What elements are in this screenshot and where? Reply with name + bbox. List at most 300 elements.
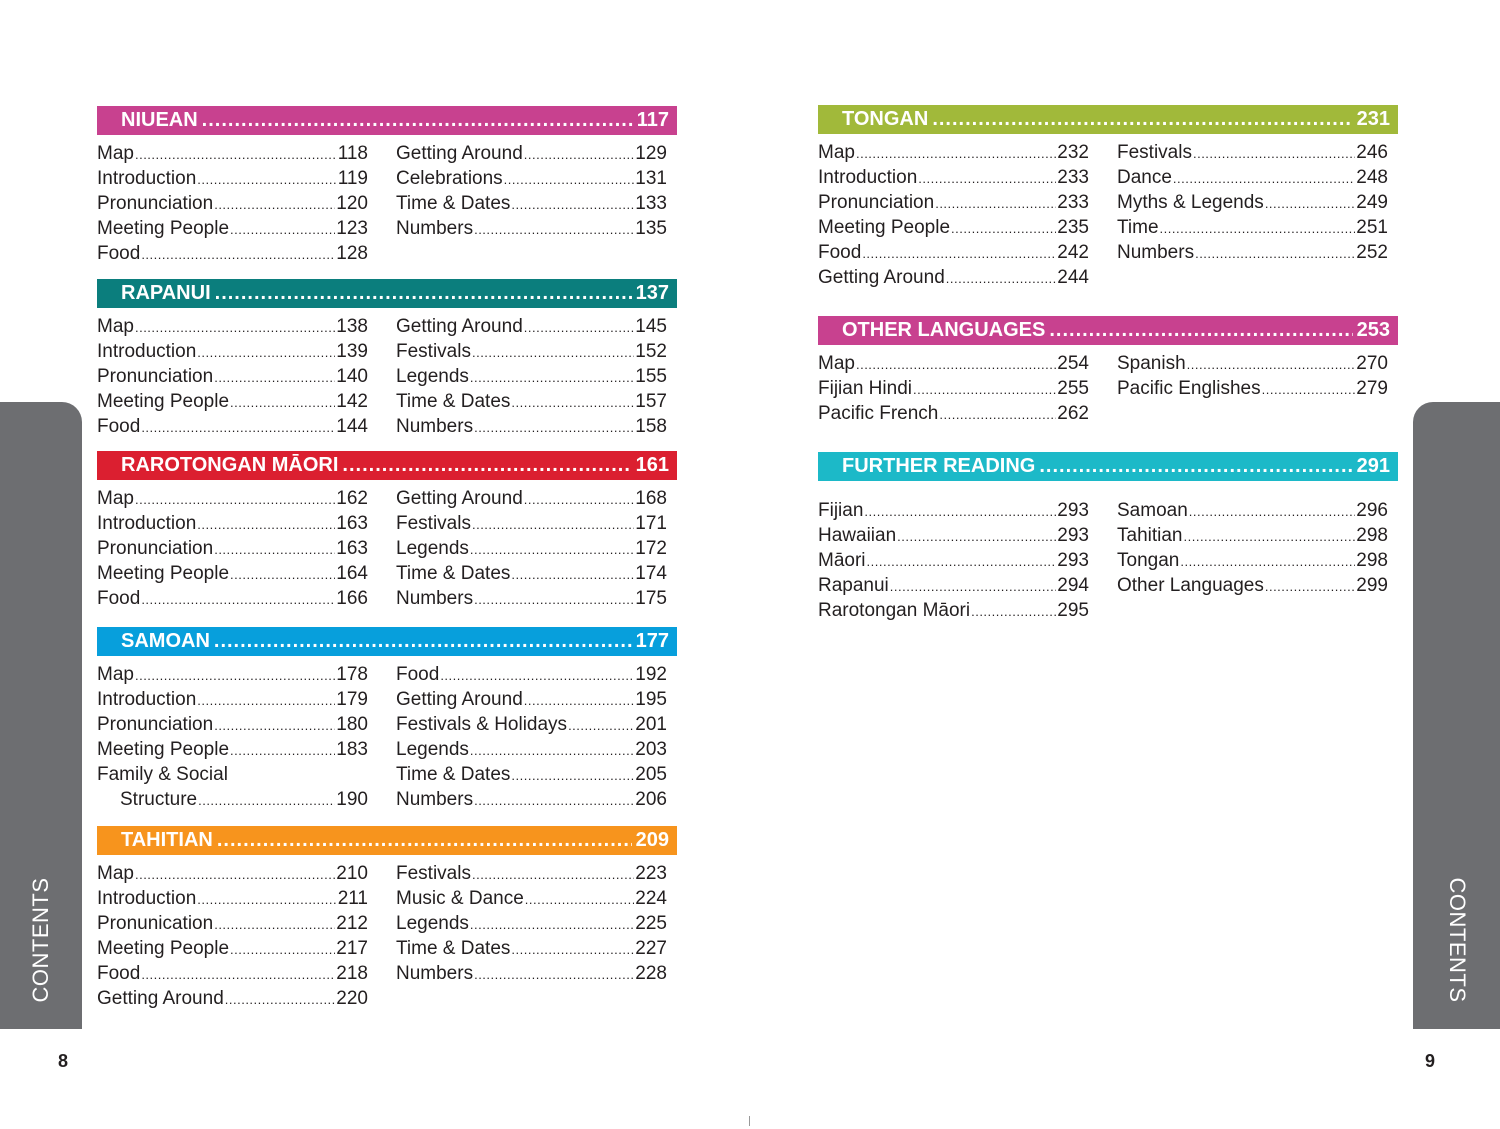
entry-page-number: 168: [635, 488, 667, 509]
section-header[interactable]: [97, 106, 677, 135]
toc-entry[interactable]: [396, 961, 667, 986]
entry-page-number: 254: [1057, 353, 1089, 374]
section-tahitian: [97, 826, 677, 1011]
toc-entry[interactable]: [97, 389, 368, 414]
entry-label: Pronunciation: [818, 192, 935, 213]
entry-label: Māori: [818, 550, 866, 571]
entry-page-number: 158: [635, 416, 667, 437]
entry-page-number: 144: [336, 416, 368, 437]
dot-leader: [1195, 241, 1355, 265]
section-page-number: 117: [636, 109, 669, 131]
tab-label: CONTENTS: [28, 877, 53, 1003]
entry-page-number: 118: [337, 143, 368, 164]
entry-label: Family & Social: [97, 764, 228, 785]
entry-column-1: [818, 498, 1089, 623]
entry-label: Map: [97, 316, 134, 337]
entry-label: Introduction: [97, 689, 197, 710]
dot-leader: [230, 390, 335, 414]
entry-label: Food: [97, 416, 141, 437]
entry-page-number: 298: [1356, 550, 1388, 571]
toc-entry[interactable]: [1117, 523, 1388, 548]
entry-label: Rapanui: [818, 575, 889, 596]
dot-leader: [1265, 191, 1355, 215]
dot-leader: [856, 352, 1056, 376]
entry-page-number: 192: [635, 664, 667, 685]
toc-entry[interactable]: [396, 389, 667, 414]
entry-page-number: 242: [1057, 242, 1089, 263]
toc-entry[interactable]: [396, 414, 667, 439]
toc-entry[interactable]: [1117, 376, 1388, 401]
toc-entry[interactable]: [396, 712, 667, 737]
entry-label: Numbers: [396, 789, 474, 810]
entry-page-number: 248: [1356, 167, 1388, 188]
entry-label: Hawaiian: [818, 525, 897, 546]
dot-leader: [198, 788, 335, 812]
entry-label: Rarotongan Māori: [818, 600, 971, 621]
toc-entry[interactable]: [396, 314, 667, 339]
dot-leader: [214, 537, 335, 561]
entry-column-1: [97, 486, 368, 611]
entry-page-number: 171: [635, 513, 667, 534]
entry-label: Legends: [396, 739, 469, 760]
toc-entry[interactable]: [1117, 165, 1388, 190]
toc-entry[interactable]: [818, 140, 1089, 165]
entry-page-number: 212: [336, 913, 368, 934]
dot-leader: [1265, 574, 1355, 598]
entry-page-number: 293: [1057, 525, 1089, 546]
entry-page-number: 244: [1057, 267, 1089, 288]
crop-mark: [749, 1116, 750, 1126]
entry-columns: [97, 486, 677, 611]
dot-leader: [197, 512, 335, 536]
entry-label: Festivals: [1117, 142, 1192, 163]
toc-entry[interactable]: [818, 190, 1089, 215]
entry-page-number: 252: [1356, 242, 1388, 263]
dot-leader: [524, 315, 635, 339]
toc-entry[interactable]: [818, 548, 1089, 573]
dot-leader: [197, 340, 335, 364]
entry-page-number: 129: [635, 143, 667, 164]
section-header[interactable]: [97, 627, 677, 656]
toc-entry[interactable]: [1117, 140, 1388, 165]
entry-label: Getting Around: [396, 143, 523, 164]
entry-label: Pronunciation: [97, 538, 214, 559]
toc-entry[interactable]: [97, 511, 368, 536]
entry-column-1: [97, 662, 368, 812]
dot-leader: [141, 242, 335, 266]
dot-leader: [141, 415, 335, 439]
entry-page-number: 211: [337, 888, 368, 909]
entry-page-number: 163: [336, 513, 368, 534]
entry-label: Map: [97, 488, 134, 509]
section-page-number: 137: [635, 282, 669, 304]
section-title: RAPANUI: [121, 282, 211, 304]
entry-column-2: [396, 314, 667, 439]
dot-leader: [474, 587, 634, 611]
toc-entry[interactable]: [818, 598, 1089, 623]
entry-page-number: 166: [336, 588, 368, 609]
entry-page-number: 128: [336, 243, 368, 264]
toc-entry[interactable]: [97, 961, 368, 986]
dot-leader: [214, 192, 335, 216]
dot-leader: [897, 524, 1056, 548]
dot-leader: [470, 365, 634, 389]
dot-leader: [1187, 352, 1356, 376]
entry-column-2: [1117, 351, 1388, 426]
toc-entry[interactable]: [396, 586, 667, 611]
toc-entry[interactable]: [97, 486, 368, 511]
dot-leader: [474, 788, 634, 812]
dot-leader: [214, 365, 335, 389]
tab-label: CONTENTS: [1444, 877, 1470, 1003]
dot-leader: [217, 829, 632, 852]
toc-entry[interactable]: [818, 351, 1089, 376]
entry-label: Time & Dates: [396, 764, 511, 785]
dot-leader: [141, 962, 335, 986]
toc-entry[interactable]: [396, 861, 667, 886]
dot-leader: [511, 937, 634, 961]
toc-entry[interactable]: [97, 241, 368, 266]
contents-side-tab-right: [1413, 402, 1500, 1029]
dot-leader: [511, 192, 634, 216]
entry-page-number: 119: [337, 168, 368, 189]
toc-entry[interactable]: [97, 861, 368, 886]
entry-page-number: 138: [336, 316, 368, 337]
entry-label: Pronunciation: [97, 366, 214, 387]
entry-page-number: 299: [1356, 575, 1388, 596]
toc-entry[interactable]: [97, 687, 368, 712]
section-rapanui: [97, 279, 677, 439]
section-rarotongan-m-ori: [97, 451, 677, 611]
dot-leader: [215, 282, 632, 305]
dot-leader: [524, 142, 635, 166]
dot-leader: [1180, 549, 1355, 573]
toc-entry[interactable]: [97, 586, 368, 611]
section-further-reading: [818, 452, 1398, 623]
toc-entry[interactable]: [97, 662, 368, 687]
entry-page-number: 157: [635, 391, 667, 412]
toc-entry[interactable]: [97, 339, 368, 364]
toc-entry[interactable]: [818, 376, 1089, 401]
entry-label: Dance: [1117, 167, 1172, 188]
section-page-number: 231: [1356, 108, 1390, 130]
entry-page-number: 120: [336, 193, 368, 214]
dot-leader: [525, 887, 635, 911]
toc-entry[interactable]: [97, 561, 368, 586]
toc-entry[interactable]: [396, 536, 667, 561]
contents-side-tab-left: [0, 402, 82, 1029]
dot-leader: [470, 738, 634, 762]
entry-page-number: 190: [336, 789, 368, 810]
dot-leader: [1193, 141, 1355, 165]
section-header[interactable]: [97, 826, 677, 855]
dot-leader: [946, 266, 1057, 290]
entry-page-number: 142: [336, 391, 368, 412]
toc-entry[interactable]: [97, 787, 368, 812]
toc-entry[interactable]: [396, 364, 667, 389]
entry-page-number: 232: [1057, 142, 1089, 163]
entry-label: Food: [396, 664, 440, 685]
dot-leader: [214, 713, 335, 737]
entry-page-number: 270: [1356, 353, 1388, 374]
entry-columns: [97, 662, 677, 812]
entry-page-number: 279: [1356, 378, 1388, 399]
dot-leader: [474, 415, 634, 439]
dot-leader: [932, 108, 1352, 131]
dot-leader: [971, 599, 1056, 623]
toc-entry[interactable]: [818, 240, 1089, 265]
toc-entry[interactable]: [396, 486, 667, 511]
section-tongan: [818, 105, 1398, 290]
entry-page-number: 220: [336, 988, 368, 1009]
dot-leader: [135, 315, 335, 339]
entry-label: Map: [97, 664, 134, 685]
entry-label: Numbers: [396, 963, 474, 984]
section-title: SAMOAN: [121, 630, 210, 652]
entry-page-number: 218: [336, 963, 368, 984]
dot-leader: [1160, 216, 1356, 240]
dot-leader: [472, 512, 634, 536]
toc-entry[interactable]: [396, 662, 667, 687]
entry-label: Myths & Legends: [1117, 192, 1264, 213]
entry-page-number: 233: [1057, 192, 1089, 213]
entry-label: Numbers: [396, 416, 474, 437]
toc-entry[interactable]: [1117, 573, 1388, 598]
toc-entry[interactable]: [97, 737, 368, 762]
toc-entry[interactable]: [818, 401, 1089, 426]
page-number-left: 8: [58, 1051, 69, 1071]
toc-entry[interactable]: [97, 986, 368, 1011]
entry-columns: [818, 140, 1398, 290]
dot-leader: [472, 862, 634, 886]
entry-label: Time & Dates: [396, 391, 511, 412]
section-title: TAHITIAN: [121, 829, 213, 851]
entry-page-number: 139: [336, 341, 368, 362]
entry-page-number: 183: [336, 739, 368, 760]
dot-leader: [862, 241, 1056, 265]
entry-page-number: 227: [635, 938, 667, 959]
page-number-right: 9: [1425, 1051, 1436, 1071]
toc-entry[interactable]: [396, 787, 667, 812]
dot-leader: [225, 987, 336, 1011]
toc-entry[interactable]: [97, 364, 368, 389]
entry-page-number: 163: [336, 538, 368, 559]
toc-entry[interactable]: [97, 536, 368, 561]
entry-page-number: 249: [1356, 192, 1388, 213]
section-header[interactable]: [818, 452, 1398, 481]
toc-entry[interactable]: [1117, 190, 1388, 215]
section-header[interactable]: [818, 105, 1398, 134]
toc-entry[interactable]: [97, 166, 368, 191]
entry-label: Pacific Englishes: [1117, 378, 1261, 399]
entry-page-number: 224: [635, 888, 667, 909]
toc-entry[interactable]: [1117, 498, 1388, 523]
dot-leader: [890, 574, 1057, 598]
toc-entry[interactable]: [97, 886, 368, 911]
entry-label: Map: [818, 353, 855, 374]
entry-page-number: 298: [1356, 525, 1388, 546]
entry-page-number: 217: [336, 938, 368, 959]
entry-page-number: 210: [336, 863, 368, 884]
toc-entry[interactable]: [396, 886, 667, 911]
toc-entry[interactable]: [818, 573, 1089, 598]
dot-leader: [524, 688, 635, 712]
dot-leader: [1049, 319, 1352, 342]
entry-label: Getting Around: [396, 316, 523, 337]
entry-label: Pronunication: [97, 913, 214, 934]
section-page-number: 209: [635, 829, 669, 851]
entry-label: Fijian: [818, 500, 864, 521]
entry-page-number: 203: [635, 739, 667, 760]
entry-label: Festivals: [396, 513, 471, 534]
entry-label: Meeting People: [818, 217, 951, 238]
dot-leader: [230, 738, 335, 762]
entry-label: Map: [97, 863, 134, 884]
entry-page-number: 133: [635, 193, 667, 214]
entry-label: Introduction: [818, 167, 918, 188]
toc-entry[interactable]: [818, 498, 1089, 523]
toc-entry[interactable]: [396, 762, 667, 787]
dot-leader: [440, 663, 634, 687]
entry-label: Map: [818, 142, 855, 163]
toc-entry[interactable]: [818, 523, 1089, 548]
section-header[interactable]: [97, 279, 677, 308]
entry-page-number: 255: [1057, 378, 1089, 399]
dot-leader: [197, 688, 335, 712]
entry-page-number: 294: [1057, 575, 1089, 596]
entry-label: Getting Around: [97, 988, 224, 1009]
entry-page-number: 162: [336, 488, 368, 509]
entry-label: Meeting People: [97, 938, 230, 959]
dot-leader: [511, 562, 634, 586]
entry-column-1: [97, 314, 368, 439]
toc-entry[interactable]: [97, 191, 368, 216]
toc-entry[interactable]: [1117, 240, 1388, 265]
entry-page-number: 235: [1057, 217, 1089, 238]
section-header[interactable]: [818, 316, 1398, 345]
section-title: TONGAN: [842, 108, 929, 130]
entry-label: Time & Dates: [396, 563, 511, 584]
entry-page-number: 201: [635, 714, 667, 735]
entry-label: Numbers: [1117, 242, 1195, 263]
entry-label: Legends: [396, 913, 469, 934]
dot-leader: [951, 216, 1056, 240]
dot-leader: [511, 390, 634, 414]
entry-label: Meeting People: [97, 739, 230, 760]
dot-leader: [230, 562, 335, 586]
entry-columns: [818, 351, 1398, 426]
entry-page-number: 225: [635, 913, 667, 934]
section-title: RAROTONGAN MĀORI: [121, 454, 339, 476]
entry-columns: [97, 314, 677, 439]
entry-page-number: 293: [1057, 550, 1089, 571]
toc-entry[interactable]: [97, 762, 368, 787]
entry-label: Meeting People: [97, 218, 230, 239]
dot-leader: [214, 630, 632, 653]
section-samoan: [97, 627, 677, 812]
entry-label: Celebrations: [396, 168, 503, 189]
toc-entry[interactable]: [396, 936, 667, 961]
dot-leader: [470, 537, 634, 561]
toc-entry[interactable]: [396, 737, 667, 762]
toc-entry[interactable]: [396, 561, 667, 586]
toc-entry[interactable]: [396, 216, 667, 241]
entry-label: Time & Dates: [396, 938, 511, 959]
entry-page-number: 296: [1356, 500, 1388, 521]
entry-page-number: 155: [635, 366, 667, 387]
toc-entry[interactable]: [1117, 215, 1388, 240]
toc-entry[interactable]: [396, 911, 667, 936]
entry-column-2: [396, 141, 667, 266]
entry-column-2: [1117, 140, 1388, 290]
dot-leader: [918, 166, 1056, 190]
entry-label: Introduction: [97, 168, 197, 189]
toc-entry[interactable]: [97, 141, 368, 166]
entry-label: Time & Dates: [396, 193, 511, 214]
entry-label: Getting Around: [818, 267, 945, 288]
section-niuean: [97, 106, 677, 266]
toc-entry[interactable]: [1117, 351, 1388, 376]
entry-label: Introduction: [97, 513, 197, 534]
toc-entry[interactable]: [396, 141, 667, 166]
entry-label: Meeting People: [97, 391, 230, 412]
entry-column-1: [818, 140, 1089, 290]
entry-label: Legends: [396, 366, 469, 387]
dot-leader: [135, 487, 335, 511]
entry-label: Festivals: [396, 863, 471, 884]
toc-entry[interactable]: [396, 166, 667, 191]
toc-entry[interactable]: [396, 339, 667, 364]
entry-page-number: 179: [336, 689, 368, 710]
dot-leader: [524, 487, 635, 511]
section-page-number: 253: [1356, 319, 1390, 341]
section-page-number: 177: [635, 630, 669, 652]
dot-leader: [230, 217, 335, 241]
section-header[interactable]: [97, 451, 677, 480]
entry-page-number: 233: [1057, 167, 1089, 188]
dot-leader: [913, 377, 1056, 401]
toc-entry[interactable]: [818, 265, 1089, 290]
toc-entry[interactable]: [97, 911, 368, 936]
dot-leader: [141, 587, 335, 611]
entry-label: Samoan: [1117, 500, 1188, 521]
toc-entry[interactable]: [396, 511, 667, 536]
toc-entry[interactable]: [396, 191, 667, 216]
entry-label: Food: [818, 242, 862, 263]
entry-page-number: 228: [635, 963, 667, 984]
section-page-number: 291: [1356, 455, 1390, 477]
dot-leader: [1189, 499, 1356, 523]
toc-entry[interactable]: [1117, 548, 1388, 573]
entry-label: Festivals: [396, 341, 471, 362]
toc-entry[interactable]: [97, 712, 368, 737]
toc-entry[interactable]: [97, 936, 368, 961]
toc-entry[interactable]: [97, 414, 368, 439]
entry-column-1: [97, 141, 368, 266]
entry-page-number: 140: [336, 366, 368, 387]
entry-label: Structure: [120, 789, 198, 810]
dot-leader: [474, 962, 634, 986]
toc-entry[interactable]: [97, 216, 368, 241]
toc-entry[interactable]: [818, 215, 1089, 240]
dot-leader: [856, 141, 1056, 165]
toc-entry[interactable]: [818, 165, 1089, 190]
entry-page-number: 293: [1057, 500, 1089, 521]
toc-entry[interactable]: [97, 314, 368, 339]
entry-label: Legends: [396, 538, 469, 559]
dot-leader: [1039, 455, 1352, 478]
toc-entry[interactable]: [396, 687, 667, 712]
